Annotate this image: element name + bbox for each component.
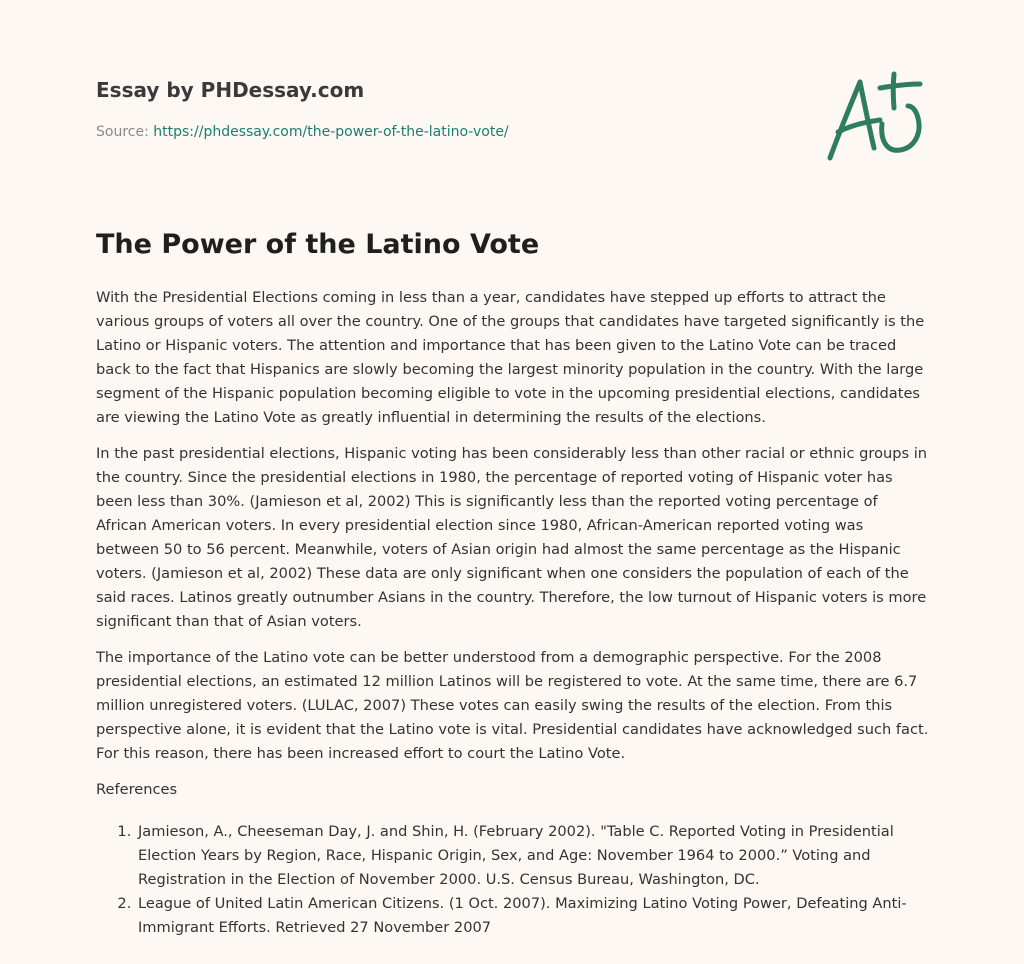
a-plus-logo-icon	[820, 66, 930, 166]
references-list	[96, 820, 930, 940]
reference-item: 2. League of United Latin American Citizens. (1 Oct. 2007). Maximizing Latino Voting Power, Defeating Anti-Immigrant Efforts. Retrieved 27 November 2007	[136, 892, 930, 940]
paragraph: With the Presidential Elections coming in less than a year, candidates have stepped up efforts to attract the various groups of voters all over the country. One of the groups that candidates have targeted significantly is the Latino or Hispanic voters. The attention and importance that has been given to the Latino Vote can be traced back to the fact that Hispanics are slowly becoming the largest minority population in the country. With the large segment of the Hispanic population becoming eligible to vote in the upcoming presidential elections, candidates are viewing the Latino Vote as greatly influential in determining the results of the elections.	[96, 289, 925, 426]
brand-title: Essay by PHDessay.com	[96, 78, 365, 102]
document-header	[96, 78, 796, 141]
paragraph: In the past presidential elections, Hispanic voting has been considerably less than other racial or ethnic groups in the country. Since the presidential elections in 1980, the percentage of reported voting of Hispanic voter has been less than 30%. (Jamieson et al, 2002) This is significantly less than the reported voting percentage of African American voters. In every presidential election since 1980, African-American reported voting was between 50 to 56 percent. Meanwhile, voters of Asian origin had almost the same percentage as the Hispanic voters. (Jamieson et al, 2002) These data are only significant when one considers the population of each of the said races. Latinos greatly outnumber Asians in the country. Therefore, the low turnout of Hispanic voters is more significant than that of Asian voters.	[96, 445, 928, 630]
paragraph: The importance of the Latino vote can be better understood from a demographic perspective. For the 2008 presidential elections, an estimated 12 million Latinos will be registered to vote. At the same time, there are 6.7 million unregistered voters. (LULAC, 2007) These votes can easily swing the results of the election. From this perspective alone, it is evident that the Latino vote is vital. Presidential candidates have acknowledged such fact. For this reason, there has been increased effort to court the Latino Vote.	[96, 649, 929, 762]
references-heading: References	[96, 781, 178, 798]
essay-body	[96, 286, 930, 940]
source-label: Source:	[96, 124, 154, 140]
essay-title: The Power of the Latino Vote	[96, 229, 540, 260]
reference-item: 1. Jamieson, A., Cheeseman Day, J. and Shin, H. (February 2002). "Table C. Reported Voting in Presidential Election Years by Region, Race, Hispanic Origin, Sex, and Age: November 1964 to 2000.” Voting and Registration in the Election of November 2000. U.S. Census Bureau, Washington, DC.	[136, 820, 930, 892]
source-link[interactable]: https://phdessay.com/the-power-of-the-latino-vote/	[153, 124, 509, 140]
source-line	[96, 123, 796, 141]
